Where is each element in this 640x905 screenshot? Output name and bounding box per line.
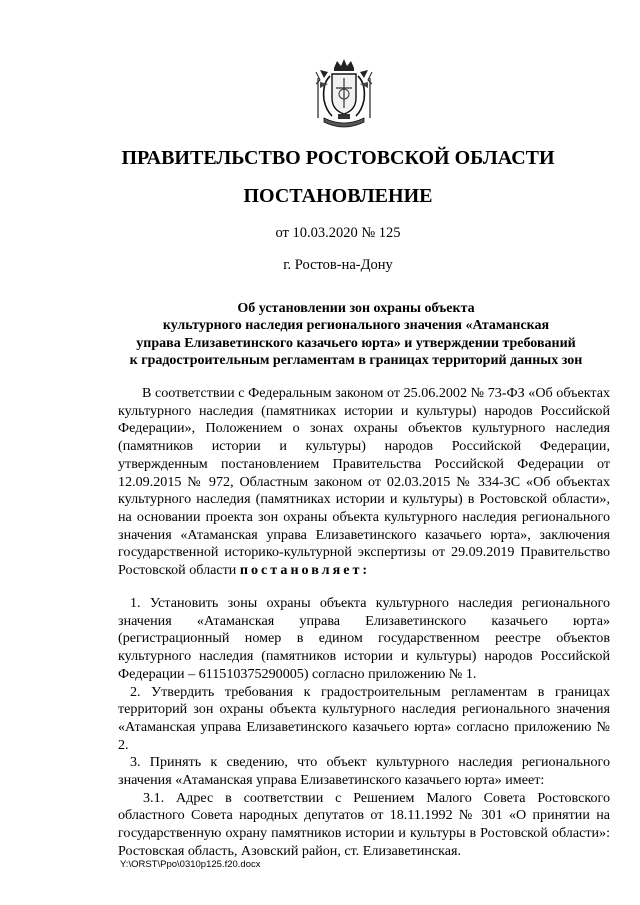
decree-items <box>118 595 610 861</box>
document-city: г. Ростов-на-Дону <box>283 257 393 273</box>
subject-line: Об установлении зон охраны объекта <box>237 301 475 316</box>
decree-subitem: 3.1. Адрес в соответствии с Решением Малого Совета Ростовского областного Совета народных депутатов от 18.11.1992 № 301 «О принятии на государственную охрану памятников истории и культуры в Ростовской области»: Ростовская область, Азовский район, ст. Елизаветинская. <box>118 789 610 859</box>
document-subject <box>96 300 616 370</box>
subject-line: к градостроительным регламентам в границах территорий данных зон <box>129 353 583 369</box>
decree-word: постановляет: <box>239 562 371 579</box>
preamble-text: В соответствии с Федеральным законом от 25.06.2002 № 73-ФЗ «Об объектах культурного наследия (памятниках истории и культуры) народов Российской Федерации», Положением о зонах охраны объектов культурного наследия (памятников истории и культуры) народов Российской Федерации, утвержденным постановлением Правительства Российской Федерации от 12.09.2015 № 972, Областным законом от 02.03.2015 № 334-ЗС «Об объектах культурного наследия (памятниках истории и культуры) в Ростовской области», на основании проекта зон охраны объекта культурного наследия регионального значения «Атаманская управа Елизаветинского казачьего юрта», заключения государственной историко-культурной экспертизы от 29.09.2019 Правительство Ростовской области <box>118 385 610 579</box>
decree-item: 3. Принять к сведению, что объект культурного наследия регионального значения «Атаманская управа Елизаветинского казачьего юрта» имеет: <box>118 754 610 789</box>
preamble-block <box>118 385 610 580</box>
document-type-title: ПОСТАНОВЛЕНИЕ <box>243 185 433 207</box>
preamble-paragraph <box>118 385 610 580</box>
government-title: ПРАВИТЕЛЬСТВО РОСТОВСКОЙ ОБЛАСТИ <box>121 147 555 169</box>
file-path-footer: Y:\ORST\Ppo\0310p125.f20.docx <box>120 859 261 870</box>
decree-item: 2. Утвердить требования к градостроительным регламентам в границах территорий зон охраны объекта культурного наследия регионального значения «Атаманская управа Елизаветинского казачьего юрта» согласно приложению № 2. <box>118 683 610 753</box>
coat-of-arms-icon <box>314 58 374 132</box>
subject-line: управа Елизаветинского казачьего юрта» и утверждении требований <box>136 335 576 351</box>
document-date-number: от 10.03.2020 № 125 <box>275 225 401 241</box>
subject-line: культурного наследия регионального значения «Атаманская <box>162 318 550 334</box>
decree-item: 1. Установить зоны охраны объекта культурного наследия регионального значения «Атаманская управа Елизаветинского казачьего юрта» (регистрационный номер в едином государственном реестре объектов культурного наследия (памятников истории и культуры) народов Российской Федерации – 611510375290005) согласно приложению № 1. <box>118 595 610 682</box>
